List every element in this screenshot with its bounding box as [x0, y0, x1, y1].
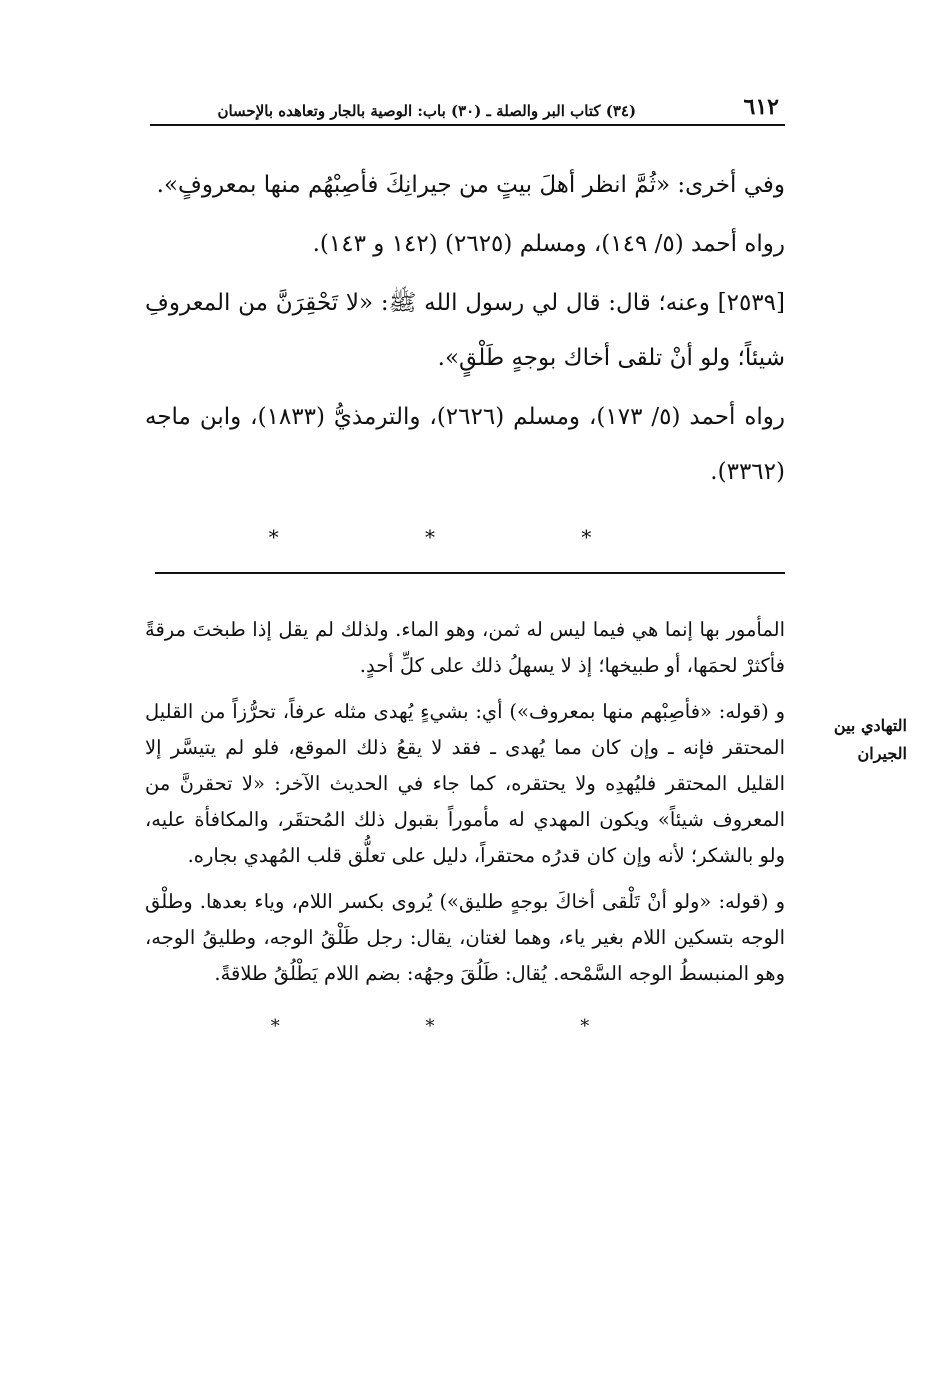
- section-separator: * * *: [268, 525, 662, 549]
- takhrij-paragraph-2: رواه أحمد (٥/ ١٧٣)، ومسلم (٢٦٢٦)، والترمذيُّ (١٨٣٣)، وابن ماجه (٣٣٦٢).: [145, 404, 785, 485]
- commentary-paragraph-3: و (قوله: «ولو أنْ تَلْقى أخاكَ بوجهٍ طليق») يُروى بكسر اللام، وياء بعدها. وطلْق الوجه بتسكين اللام بغير ياء، وهما لغتان، يقال: رجل طَلْقُ الوجه، وطليقُ الوجه، وهو المنبسطُ الوجه السَّمْحه. يُقال: طَلُقَ وجهُه: بضم اللام يَطْلُقُ طلاقةً.: [145, 890, 785, 985]
- commentary-separator: * * *: [270, 1016, 660, 1037]
- commentary-paragraph-1: المأمور بها إنما هي فيما ليس له ثمن، وهو الماء. ولذلك لم يقل إذا طبختَ مرقةً فأكثرْ لحمَها، أو طبيخها؛ إذ لا يسهلُ ذلك على كلِّ أحدٍ.: [145, 618, 785, 677]
- footnote-divider: [155, 572, 785, 574]
- page-header: [150, 90, 785, 126]
- takhrij-paragraph-1: رواه أحمد (٥/ ١٤٩)، ومسلم (٢٦٢٥) (١٤٢ و ١٤٣).: [312, 231, 785, 257]
- main-text: [145, 158, 785, 552]
- hadith-2539-paragraph: [٢٥٣٩] وعنه؛ قال: قال لي رسول الله ﷺ: «لا تَحْقِرَنَّ من المعروفِ شيئاً؛ ولو أنْ تلقى أخاك بوجهٍ طَلْقٍ».: [145, 290, 785, 371]
- running-title: (٣٤) كتاب البر والصلة ـ (٣٠) باب: الوصية بالجار وتعاهده بالإحسان: [217, 102, 637, 120]
- commentary-paragraph-2: و (قوله: «فأصِبْهم منها بمعروف») أي: بشيءٍ يُهدى مثله عرفاً، تحرُّزاً من القليل المحتقر فإنه ـ وإن كان مما يُهدى ـ فقد لا يقعُ ذلك الموقع، فلو لم يتيسَّر إلا القليل المحتقر فليُهدِه ولا يحتقره، كما جاء في الحديث الآخر: «لا تحقرنَّ من المعروف شيئاً» ويكون المهدي له مأموراً بقبول ذلك المُحتقَر، والمكافأة عليه، ولو بالشكر؛ لأنه وإن كان قدرُه محتقراً، دليل على تعلُّق قلب المُهدي بجاره.: [145, 700, 785, 867]
- hadith-variant-paragraph: وفي أخرى: «ثُمَّ انظر أهلَ بيتٍ من جيرانِكَ فأصِبْهُم منها بمعروفٍ».: [156, 172, 785, 198]
- margin-note: التهادي بين الجيران: [833, 716, 907, 763]
- commentary-text: [145, 612, 785, 1042]
- page-number: ٦١٢: [743, 94, 779, 120]
